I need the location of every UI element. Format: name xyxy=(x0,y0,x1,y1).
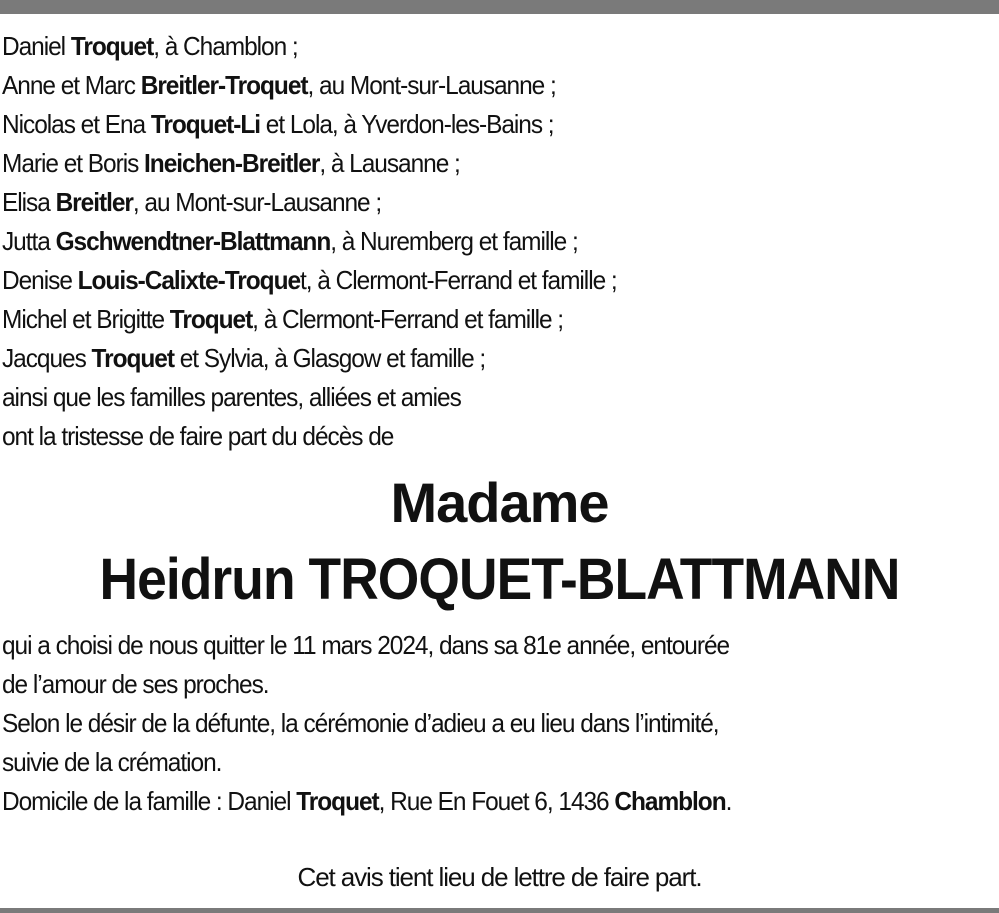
intro-line: ainsi que les familles parentes, alliées et amies xyxy=(2,382,461,412)
top-rule xyxy=(0,0,999,14)
body-line: qui a choisi de nous quitter le 11 mars 2024, dans sa 81e année, entourée xyxy=(2,630,730,660)
deceased-title: Madame xyxy=(390,471,609,534)
deceased-name: Heidrun TROQUET-BLATTMANN xyxy=(99,547,900,612)
family-line: Jutta Gschwendtner-Blattmann, à Nuremberg et famille ; xyxy=(2,226,578,256)
domicile-line: Domicile de la famille : Daniel Troquet, Rue En Fouet 6, 1436 Chamblon. xyxy=(2,786,732,816)
family-line: Daniel Troquet, à Chamblon ; xyxy=(2,31,298,61)
family-line: Anne et Marc Breitler-Troquet, au Mont-sur-Lausanne ; xyxy=(2,70,556,100)
body-line: suivie de la crémation. xyxy=(2,747,222,777)
intro-line: ont la tristesse de faire part du décès de xyxy=(2,421,394,451)
family-line: Michel et Brigitte Troquet, à Clermont-Ferrand et famille ; xyxy=(2,304,564,334)
family-line: Denise Louis-Calixte-Troquet, à Clermont-Ferrand et famille ; xyxy=(2,265,617,295)
family-line: Marie et Boris Ineichen-Breitler, à Lausanne ; xyxy=(2,148,460,178)
family-line: Elisa Breitler, au Mont-sur-Lausanne ; xyxy=(2,187,382,217)
body-line: de l’amour de ses proches. xyxy=(2,669,269,699)
body-line: Selon le désir de la défunte, la cérémonie d’adieu a eu lieu dans l’intimité, xyxy=(2,708,719,738)
family-line: Nicolas et Ena Troquet-Li et Lola, à Yverdon-les-Bains ; xyxy=(2,109,554,139)
closing-note: Cet avis tient lieu de lettre de faire part. xyxy=(297,862,702,892)
family-line: Jacques Troquet et Sylvia, à Glasgow et famille ; xyxy=(2,343,486,373)
bottom-rule xyxy=(0,908,999,913)
